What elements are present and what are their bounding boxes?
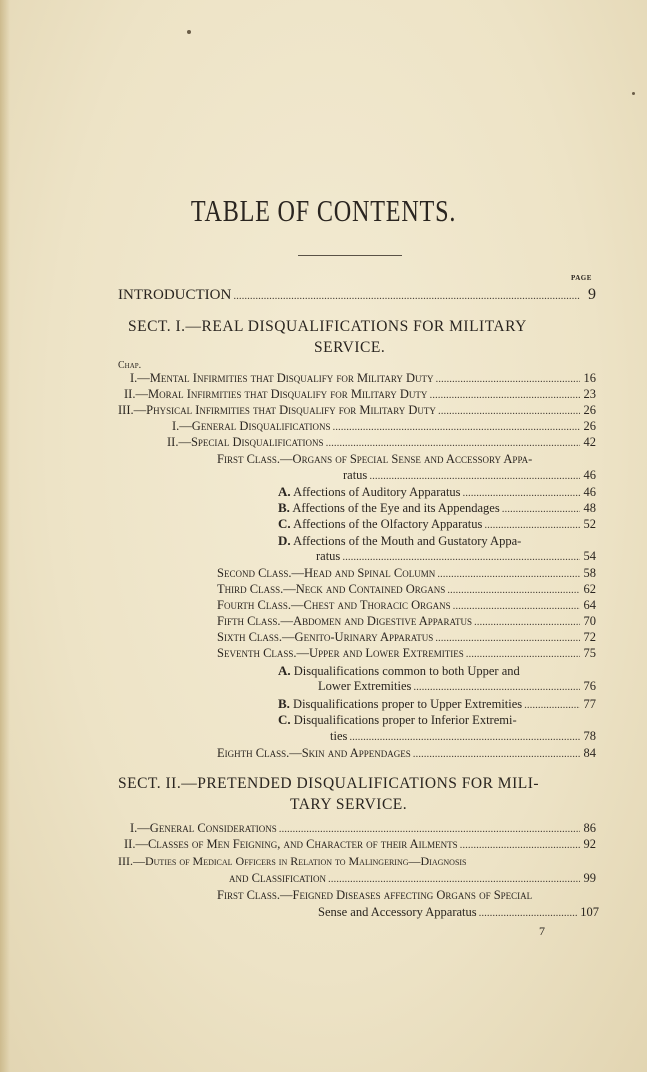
entry-label: Lower Extremities: [318, 679, 412, 693]
leader-dots: [484, 519, 580, 531]
leader-dots: [435, 632, 580, 644]
toc-entry: [130, 371, 596, 386]
leader-dots: [342, 551, 580, 563]
page-column-label: PAGE: [571, 274, 592, 282]
entry-page: 86: [583, 821, 596, 835]
section-heading-1-cont: SERVICE.: [314, 339, 386, 356]
toc-entry: [217, 582, 596, 597]
entry-letter: B.: [278, 500, 290, 515]
entry-label: Disqualifications proper to Inferior Extremi-: [293, 713, 517, 727]
entry-page: 58: [583, 566, 596, 580]
paper-speck: [187, 30, 191, 34]
entry-label: First Class.—Feigned Diseases affecting Organs of Special: [217, 888, 533, 902]
entry-label: Affections of Auditory Apparatus: [293, 485, 461, 499]
section-heading-2: SECT. II.—PRETENDED DISQUALIFICATIONS FOR MILI-: [118, 775, 540, 792]
entry-page: 75: [583, 646, 596, 660]
toc-entry: [278, 533, 521, 549]
leader-dots: [474, 616, 580, 628]
leader-dots: [233, 290, 580, 302]
leader-dots: [436, 373, 580, 385]
entry-label: ratus: [316, 549, 341, 563]
leader-dots: [437, 568, 580, 580]
entry-label: and Classification: [229, 871, 326, 885]
entry-letter: A.: [278, 663, 291, 678]
entry-page: 46: [583, 468, 596, 482]
page-edge-shadow: [0, 0, 10, 1072]
toc-entry: [343, 468, 596, 483]
chapter-column-label: Chap.: [118, 360, 142, 371]
entry-label: Affections of the Mouth and Gustatory Appa-: [293, 534, 522, 548]
toc-entry: [130, 821, 596, 836]
leader-dots: [453, 600, 580, 612]
entry-letter: B.: [278, 696, 290, 711]
toc-entry: [167, 435, 596, 450]
entry-label: Affections of the Eye and its Appendages: [292, 501, 500, 515]
entry-label: Seventh Class.—Upper and Lower Extremities: [217, 646, 464, 660]
leader-dots: [413, 748, 580, 760]
toc-entry: [278, 696, 596, 712]
entry-page: 42: [583, 435, 596, 449]
entry-label: I.—Mental Infirmities that Disqualify for Military Duty: [130, 371, 434, 385]
toc-entry: [217, 598, 596, 613]
entry-label: Sixth Class.—Genito-Urinary Apparatus: [217, 630, 434, 644]
toc-entry: [318, 679, 596, 694]
entry-label: III.—Physical Infirmities that Disqualify for Military Duty: [118, 403, 436, 417]
leader-dots: [466, 648, 580, 660]
entry-label: Eighth Class.—Skin and Appendages: [217, 746, 411, 760]
leader-dots: [502, 503, 580, 515]
entry-page: 16: [583, 371, 596, 385]
entry-letter: A.: [278, 484, 291, 499]
entry-page: 76: [583, 679, 596, 693]
toc-entry: [316, 549, 596, 564]
entry-label: First Class.—Organs of Special Sense and Accessory Appa-: [217, 452, 533, 466]
entry-label: II.—Moral Infirmities that Disqualify for Military Duty: [124, 387, 428, 401]
toc-entry: [318, 905, 599, 920]
entry-letter: C.: [278, 516, 291, 531]
entry-label: ties: [330, 729, 348, 743]
toc-entry: [217, 746, 596, 761]
toc-entry-introduction: [118, 286, 596, 304]
entry-label: II.—Classes of Men Feigning, and Character of their Ailments: [124, 837, 458, 851]
leader-dots: [413, 681, 580, 693]
entry-label: Second Class.—Head and Spinal Column: [217, 566, 436, 580]
entry-page: 48: [583, 501, 596, 515]
entry-page: 62: [583, 582, 596, 596]
entry-page: 52: [583, 517, 596, 531]
leader-dots: [463, 487, 580, 499]
toc-entry: [118, 403, 596, 418]
entry-page: 84: [583, 746, 596, 760]
toc-entry: [124, 837, 596, 852]
entry-label: Fourth Class.—Chest and Thoracic Organs: [217, 598, 451, 612]
entry-page: 26: [583, 403, 596, 417]
section-heading-2-cont: TARY SERVICE.: [290, 796, 408, 813]
toc-entry-first-class: [217, 452, 532, 467]
page-number: 7: [539, 924, 545, 938]
entry-label: Third Class.—Neck and Contained Organs: [217, 582, 446, 596]
leader-dots: [332, 421, 580, 433]
entry-label: Fifth Class.—Abdomen and Digestive Apparatus: [217, 614, 472, 628]
toc-entry: [124, 387, 596, 402]
entry-page: 23: [583, 387, 596, 401]
entry-label: Sense and Accessory Apparatus: [318, 905, 477, 919]
leader-dots: [328, 873, 580, 885]
section-heading-1: SECT. I.—REAL DISQUALIFICATIONS FOR MILITARY: [128, 318, 527, 335]
entry-label: INTRODUCTION: [118, 287, 232, 303]
toc-entry: [172, 419, 596, 434]
toc-entry: [217, 888, 532, 903]
entry-page: 46: [583, 485, 596, 499]
entry-page: 54: [583, 549, 596, 563]
toc-entry: [278, 663, 520, 679]
toc-entry: [278, 712, 517, 728]
toc-entry: [330, 729, 596, 744]
leader-dots: [479, 907, 579, 919]
entry-page: 26: [583, 419, 596, 433]
leader-dots: [369, 470, 580, 482]
entry-page: 70: [583, 614, 596, 628]
toc-entry: [217, 566, 596, 581]
entry-page: 92: [583, 837, 596, 851]
toc-entry: [217, 646, 596, 661]
leader-dots: [438, 405, 580, 417]
entry-page: 107: [580, 905, 599, 919]
entry-page: 64: [583, 598, 596, 612]
toc-entry: [229, 871, 596, 886]
toc-entry: [278, 484, 596, 500]
toc-entry: [217, 614, 596, 629]
toc-entry: [278, 516, 596, 532]
leader-dots: [279, 823, 580, 835]
leader-dots: [429, 389, 580, 401]
entry-label: Disqualifications proper to Upper Extremities: [293, 697, 523, 711]
paper-speck: [632, 92, 635, 95]
toc-entry: [217, 630, 596, 645]
entry-label: ratus: [343, 468, 368, 482]
page-title: TABLE OF CONTENTS.: [190, 193, 457, 228]
entry-label: I.—General Disqualifications: [172, 419, 331, 433]
entry-page: 72: [583, 630, 596, 644]
entry-letter: C.: [278, 712, 291, 727]
entry-page: 99: [583, 871, 596, 885]
entry-letter: D.: [278, 533, 291, 548]
entry-page: 78: [583, 729, 596, 743]
entry-label: I.—General Considerations: [130, 821, 277, 835]
toc-entry: [278, 500, 596, 516]
leader-dots: [460, 839, 580, 851]
leader-dots: [447, 584, 580, 596]
leader-dots: [524, 699, 580, 711]
entry-label: Affections of the Olfactory Apparatus: [293, 517, 483, 531]
entry-page: 77: [583, 697, 596, 711]
entry-label: Disqualifications common to both Upper and: [293, 664, 520, 678]
title-rule: [298, 255, 402, 256]
leader-dots: [326, 437, 580, 449]
entry-page: 9: [588, 286, 596, 303]
toc-entry: III.—Duties of Medical Officers in Relation to Malingering—Diagnosis: [118, 854, 467, 868]
entry-label: II.—Special Disqualifications: [167, 435, 324, 449]
leader-dots: [349, 731, 580, 743]
